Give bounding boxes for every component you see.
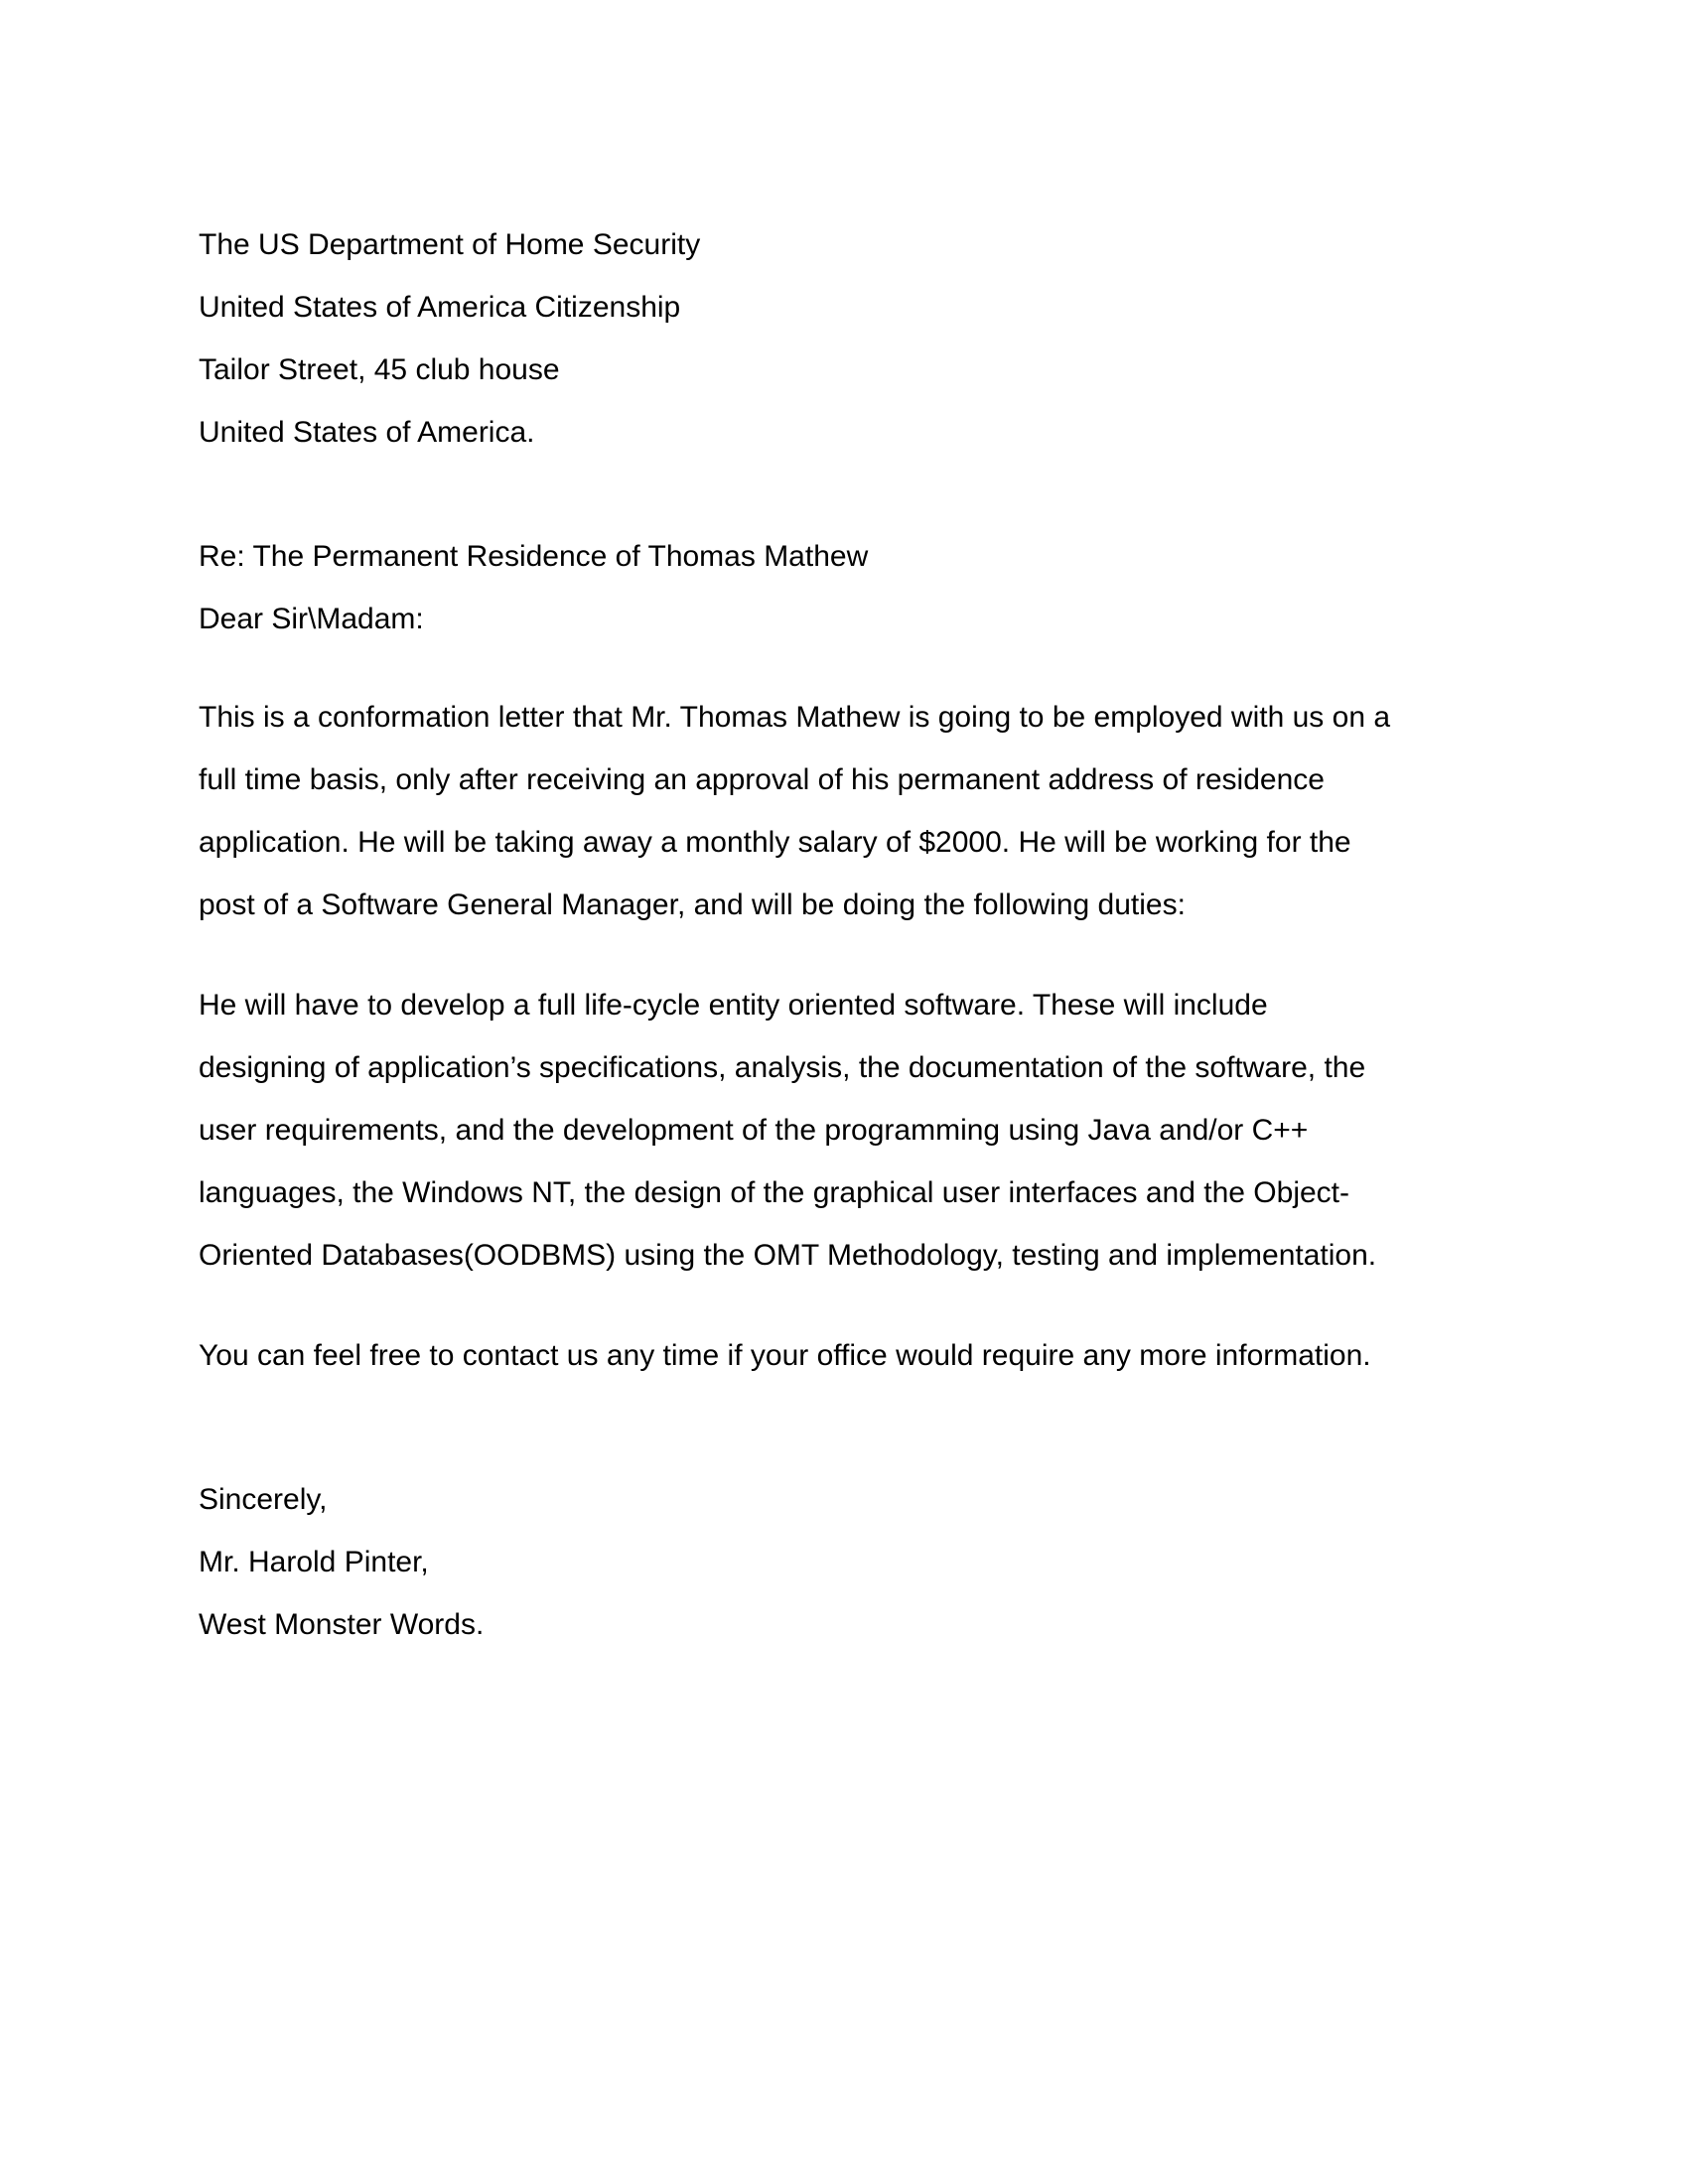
address-line-country: United States of America. (199, 416, 535, 449)
recipient-address-block (199, 213, 1400, 464)
body-paragraph-employment-terms: This is a conformation letter that Mr. Thomas Mathew is going to be employed with us on a full time basis, only after receiving an approval of his permanent address of residence application. He will be taking away a monthly salary of $2000. He will be working for the post of a Software General Manager, and will be doing the following duties: (199, 701, 1391, 921)
letter-body (199, 213, 1400, 1656)
address-line-department: United States of America Citizenship (199, 291, 681, 324)
subject-and-salutation-block (199, 525, 1400, 650)
subject-line: Re: The Permanent Residence of Thomas Mathew (199, 540, 869, 573)
signature-block (199, 1468, 1400, 1656)
address-line-street: Tailor Street, 45 club house (199, 353, 560, 386)
signature-company: West Monster Words. (199, 1608, 485, 1641)
salutation-line: Dear Sir\Madam: (199, 603, 424, 635)
signature-name: Mr. Harold Pinter, (199, 1546, 429, 1578)
body-paragraph-job-duties: He will have to develop a full life-cycle entity oriented software. These will include designing of application’s specifications, analysis, the documentation of the software, the user requirements, and the development of the programming using Java and/or C++ languages, the Windows NT, the design of the graphical user interfaces and the Object-Oriented Databases(OODBMS) using the OMT Methodology, testing and implementation. (199, 989, 1377, 1272)
signature-closing: Sincerely, (199, 1483, 328, 1516)
address-line-organization: The US Department of Home Security (199, 228, 701, 261)
body-paragraph-contact-invitation: You can feel free to contact us any time if your office would require any more information. (199, 1339, 1371, 1372)
